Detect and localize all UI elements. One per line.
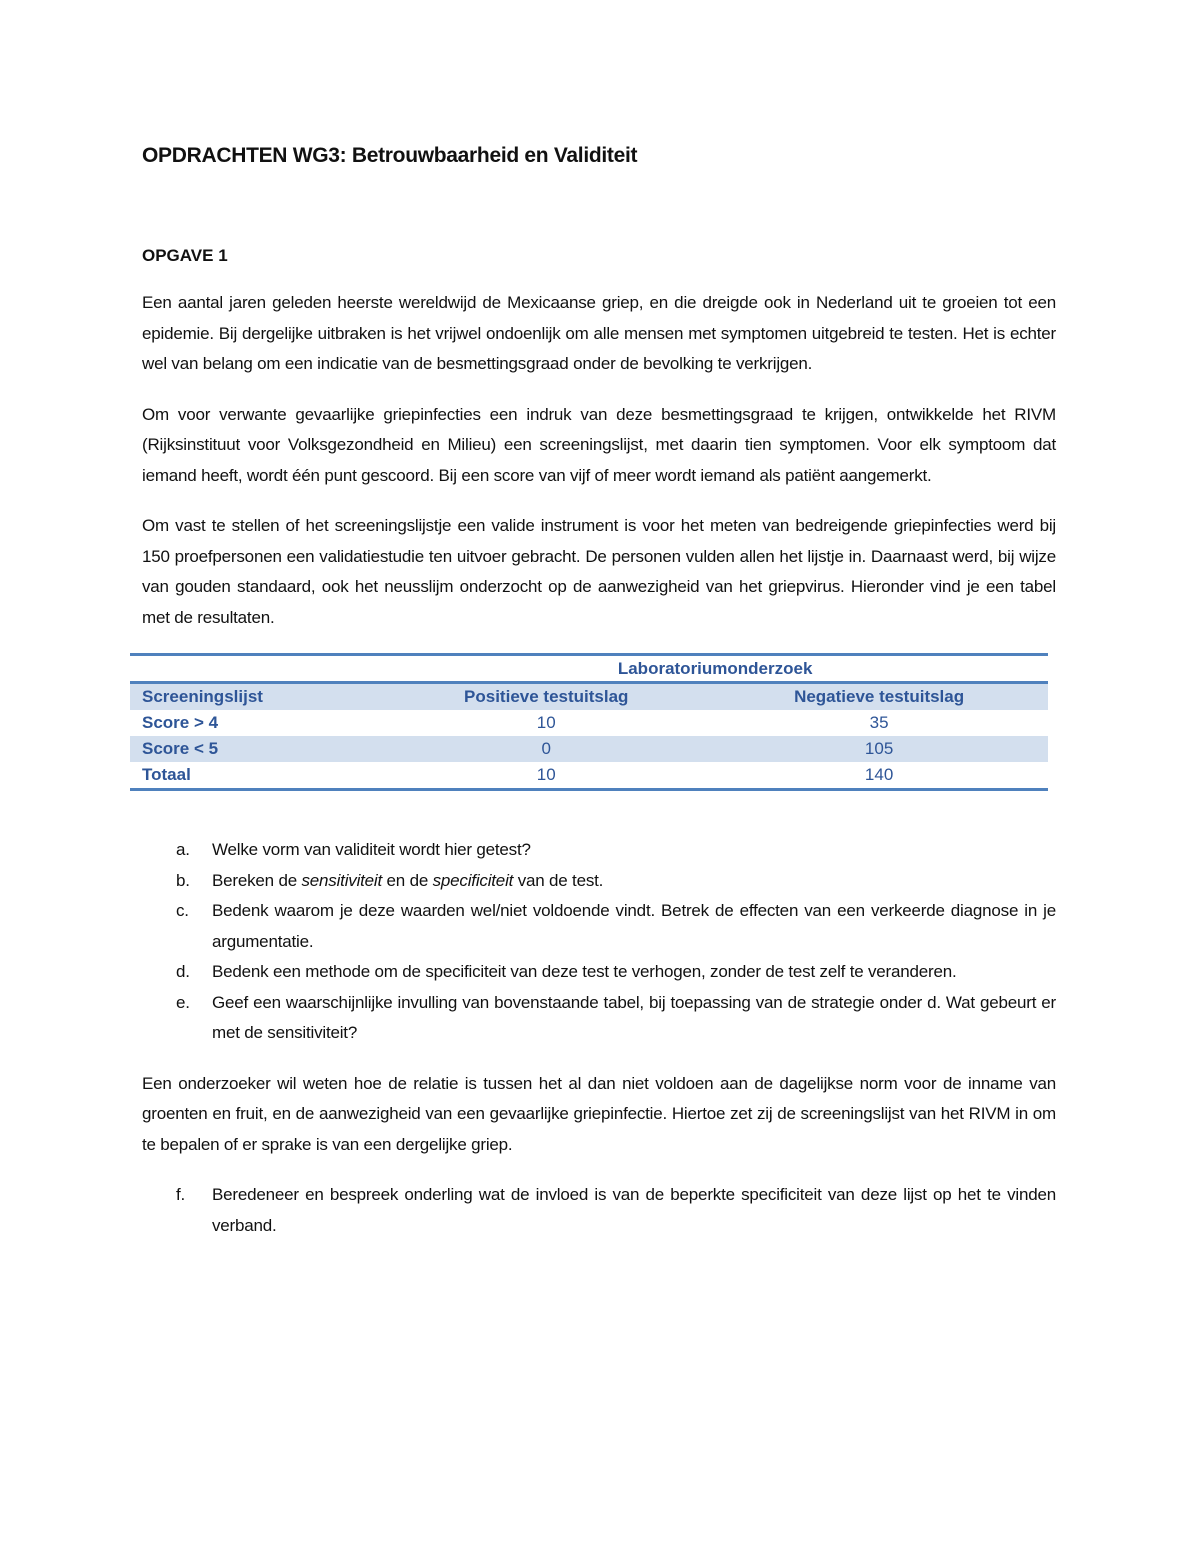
table-row (130, 736, 1048, 762)
cell: 35 (869, 713, 889, 732)
question-item: f. Beredeneer en bespreek onderling wat de invloed is van de beperkte specificiteit van deze lijst op het te vinden verband. (176, 1185, 1056, 1235)
column-header: Positieve testuitslag (382, 683, 710, 711)
group-header: Laboratoriumonderzoek (617, 658, 813, 678)
table-header-row (130, 683, 1048, 711)
table-group-header-row (130, 655, 1048, 683)
question-list (142, 1180, 1056, 1241)
emphasis: sensitiviteit (301, 870, 383, 890)
question-item: d. Bedenk een methode om de specificiteit van deze test te verhogen, zonder de test zelf te veranderen. (176, 962, 957, 981)
question-item: c. Bedenk waarom je deze waarden wel/niet voldoende vindt. Betrek de effecten van een verkeerde diagnose in je argumentatie. (176, 901, 1056, 951)
row-label: Score < 5 (130, 736, 382, 762)
question-item: b. Bereken de sensitiviteit en de specificiteit van de test. (176, 870, 604, 890)
question-item: a. Welke vorm van validiteit wordt hier getest? (176, 840, 531, 859)
document-content (142, 144, 1056, 1261)
document-title: OPDRACHTEN WG3: Betrouwbaarheid en Validiteit (142, 144, 638, 167)
cell: 10 (536, 713, 556, 732)
paragraph: Een aantal jaren geleden heerste wereldwijd de Mexicaanse griep, en die dreigde ook in Nederland uit te groeien tot een epidemie. Bij dergelijke uitbraken is het vrijwel ondoenlijk om alle mensen met symptomen uitgebreid te testen. Het is echter wel van belang om een indicatie van de besmettingsgraad onder de bevolking te verkrijgen. (142, 293, 1056, 373)
cell: 10 (536, 765, 556, 784)
column-header: Negatieve testuitslag (710, 683, 1048, 711)
cell: 140 (864, 765, 894, 784)
row-label: Totaal (142, 765, 191, 784)
table-row (130, 762, 1048, 790)
emphasis: specificiteit (432, 870, 514, 890)
paragraph: Om vast te stellen of het screeningslijstje een valide instrument is voor het meten van bedreigende griepinfecties werd bij 150 proefpersonen een validatiestudie ten uitvoer gebracht. De personen vulden allen het lijstje in. Daarnaast werd, bij wijze van gouden standaard, ook het neusslijm onderzocht op de aanwezigheid van het griepvirus. Hieronder vind je een tabel met de resultaten. (142, 516, 1056, 627)
column-header: Screeningslijst (130, 683, 382, 711)
cell: 105 (710, 736, 1048, 762)
row-label: Score > 4 (142, 713, 219, 732)
question-item: e. Geef een waarschijnlijke invulling van bovenstaande tabel, bij toepassing van de strategie onder d. Wat gebeurt er met de sensitiviteit? (176, 992, 1056, 1042)
question-list (142, 835, 1056, 1049)
section-heading: OPGAVE 1 (142, 246, 228, 265)
cell: 0 (382, 736, 710, 762)
table-row (130, 710, 1048, 736)
paragraph: Een onderzoeker wil weten hoe de relatie is tussen het al dan niet voldoen aan de dagelijkse norm voor de inname van groenten en fruit, en de aanwezigheid van een gevaarlijke griepinfectie. Hiertoe zet zij de screeningslijst van het RIVM in om te bepalen of er sprake is van een dergelijke griep. (142, 1073, 1056, 1154)
paragraph: Om voor verwante gevaarlijke griepinfecties een indruk van deze besmettingsgraad te krijgen, ontwikkelde het RIVM (Rijksinstituut voor Volksgezondheid en Milieu) een screeningslijst, met daarin tien symptomen. Voor elk symptoom dat iemand heeft, wordt één punt gescoord. Bij een score van vijf of meer wordt iemand als patiënt aangemerkt. (142, 404, 1056, 485)
results-table (130, 653, 1048, 791)
